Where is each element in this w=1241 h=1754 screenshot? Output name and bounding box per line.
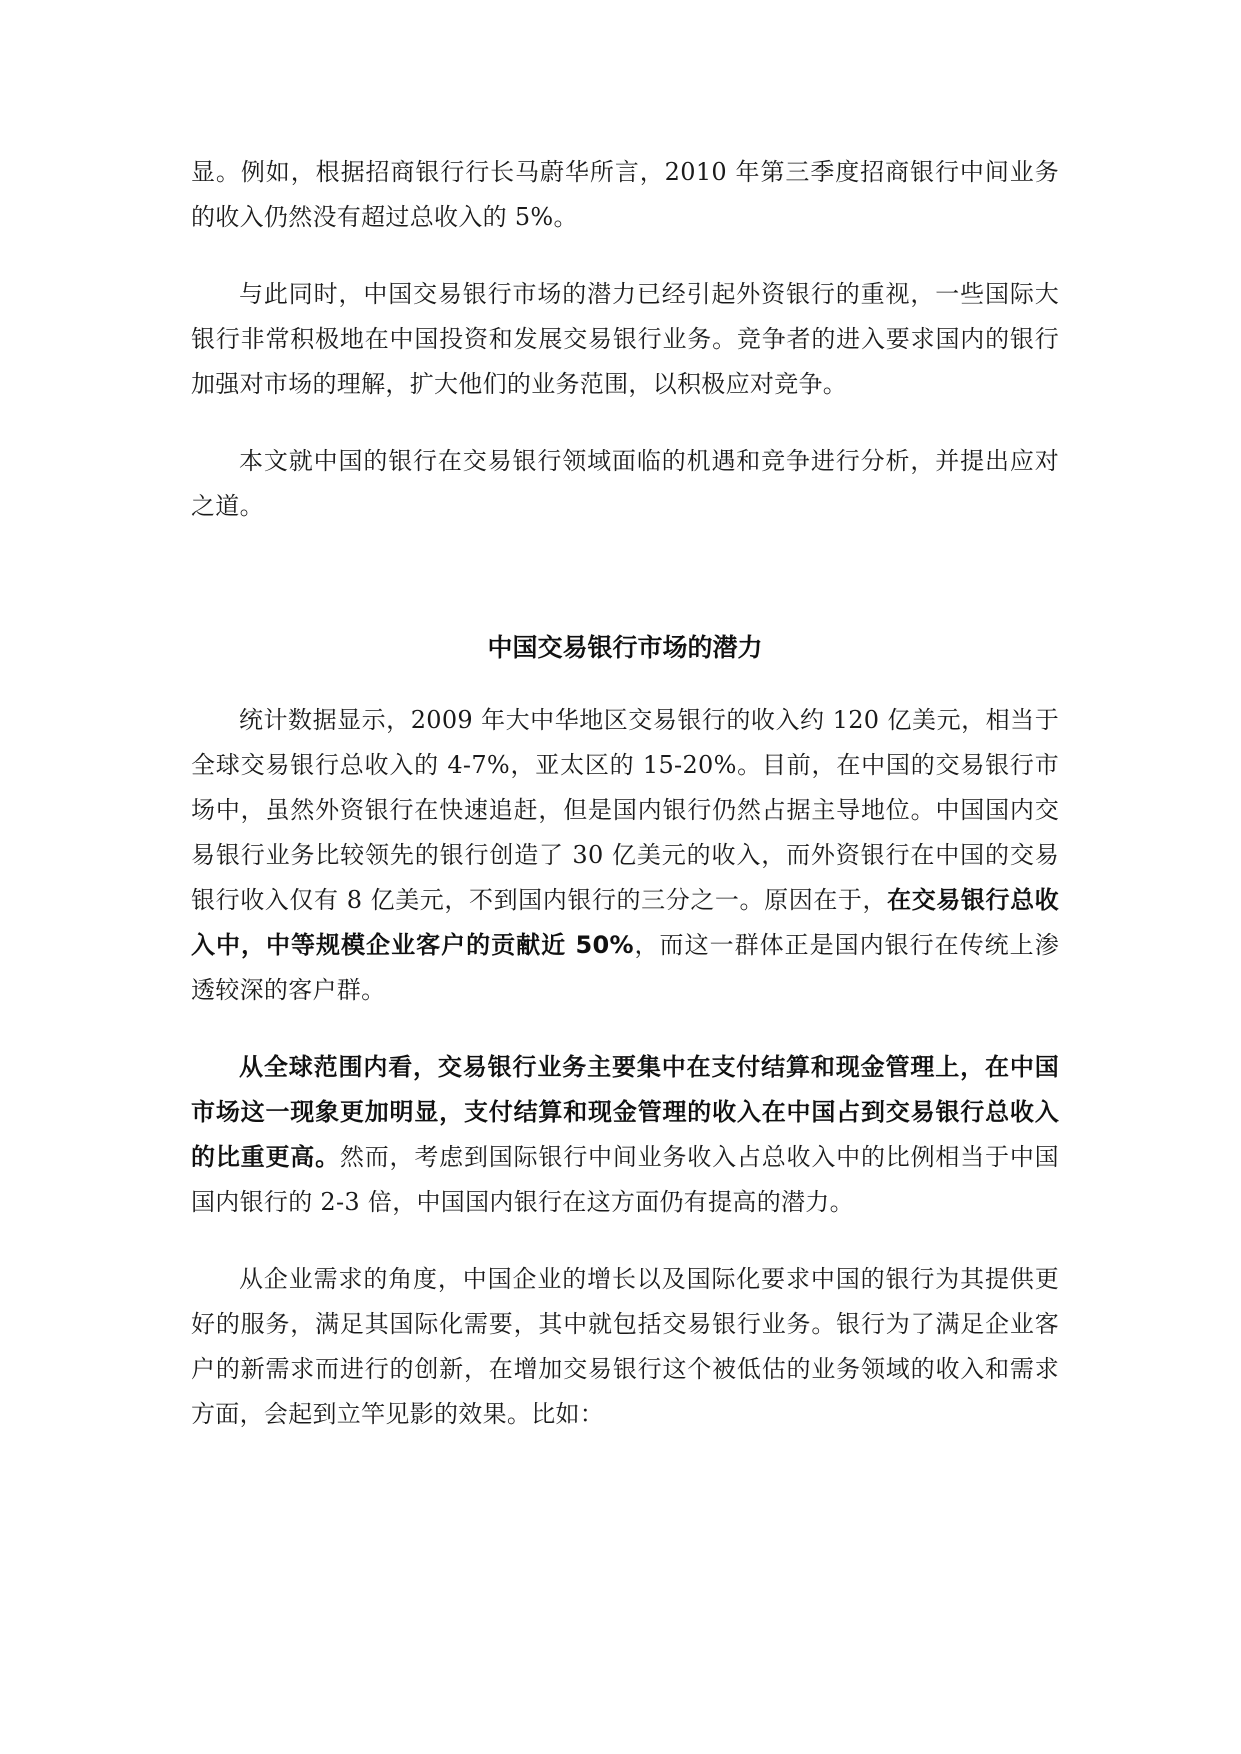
document-page — [191, 150, 1059, 1437]
paragraph-continuation: 显。例如，根据招商银行行长马蔚华所言，2010 年第三季度招商银行中间业务的收入仍然没有超过总收入的 5%。 — [191, 158, 1059, 231]
statistics-text-end: ，而这一群体正是国内银行在传统上渗透较深的客户群。 — [191, 931, 1059, 1004]
global-view-text: 然而，考虑到国际银行中间业务收入占总收入中的比例相当于中国国内银行的 2-3 倍，中国国内银行在这方面仍有提高的潜力。 — [191, 1143, 1059, 1216]
paragraph-statistics — [191, 698, 1059, 1013]
paragraph-purpose: 本文就中国的银行在交易银行领域面临的机遇和竞争进行分析，并提出应对之道。 — [191, 447, 1059, 520]
global-view-highlight: 从全球范围内看，交易银行业务主要集中在支付结算和现金管理上，在中国市场这一现象更加明显，支付结算和现金管理的收入在中国占到交易银行总收入的比重更高。 — [191, 1053, 1059, 1171]
paragraph-enterprise-demand: 从企业需求的角度，中国企业的增长以及国际化要求中国的银行为其提供更好的服务，满足其国际化需要，其中就包括交易银行业务。银行为了满足企业客户的新需求而进行的创新，在增加交易银行这个被低估的业务领域的收入和需求方面，会起到立竿见影的效果。比如： — [191, 1265, 1059, 1428]
paragraph-global-view — [191, 1045, 1059, 1225]
section-heading: 中国交易银行市场的潜力 — [487, 633, 763, 662]
paragraph-foreign-banks: 与此同时，中国交易银行市场的潜力已经引起外资银行的重视，一些国际大银行非常积极地在中国投资和发展交易银行业务。竞争者的进入要求国内的银行加强对市场的理解，扩大他们的业务范围，以积极应对竞争。 — [191, 280, 1059, 398]
statistics-highlight: 在交易银行总收入中，中等规模企业客户的贡献近 50% — [191, 886, 1059, 959]
statistics-text: 统计数据显示，2009 年大中华地区交易银行的收入约 120 亿美元，相当于全球交易银行总收入的 4-7%，亚太区的 15-20%。目前，在中国的交易银行市场中，虽然外资银行在快速追赶，但是国内银行仍然占据主导地位。中国国内交易银行业务比较领先的银行创造了 30 亿美元的收入，而外资银行在中国的交易银行收入仅有 8 亿美元，不到国内银行的三分之一。原因在于， — [191, 706, 1059, 914]
